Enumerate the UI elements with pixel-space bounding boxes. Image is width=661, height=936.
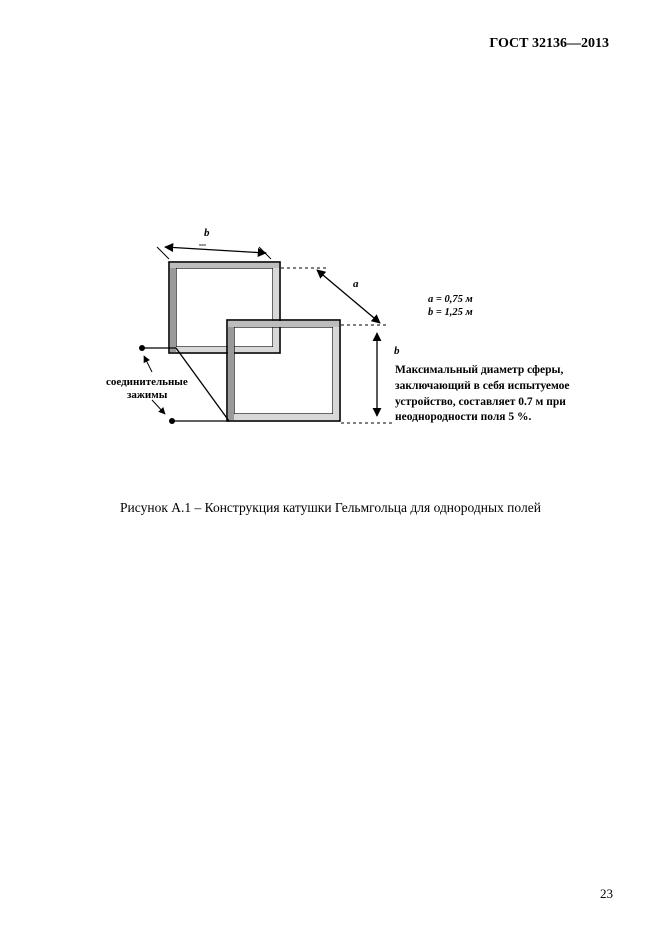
dimension-b-top (157, 227, 271, 259)
connection-terminals (106, 345, 229, 424)
standard-code: ГОСТ 32136—2013 (489, 36, 609, 51)
legend-b: b = 1,25 м (428, 307, 473, 318)
note-line-1: Максимальный диаметр сферы, (395, 364, 564, 376)
note-line-4: неоднородности поля 5 %. (395, 411, 532, 423)
terminals-label-line2: зажимы (127, 389, 168, 401)
label-b-top: b (204, 227, 210, 239)
sphere-note (395, 364, 570, 423)
coil-lower (227, 320, 340, 421)
terminals-label-line1: соединительные (106, 376, 188, 388)
coil-upper (169, 262, 280, 353)
dimension-b-right (341, 333, 400, 423)
dimensions-legend (428, 294, 473, 318)
note-line-2: заключающий в себя испытуемое (395, 380, 570, 392)
page-number: 23 (600, 886, 613, 901)
legend-a: a = 0,75 м (428, 294, 473, 305)
label-b-right: b (394, 345, 400, 357)
label-a: a (353, 278, 359, 290)
figure-caption: Рисунок А.1 – Конструкция катушки Гельмгольца для однородных полей (120, 500, 541, 515)
note-line-3: устройство, составляет 0.7 м при (395, 396, 566, 408)
dimension-a (281, 268, 388, 325)
